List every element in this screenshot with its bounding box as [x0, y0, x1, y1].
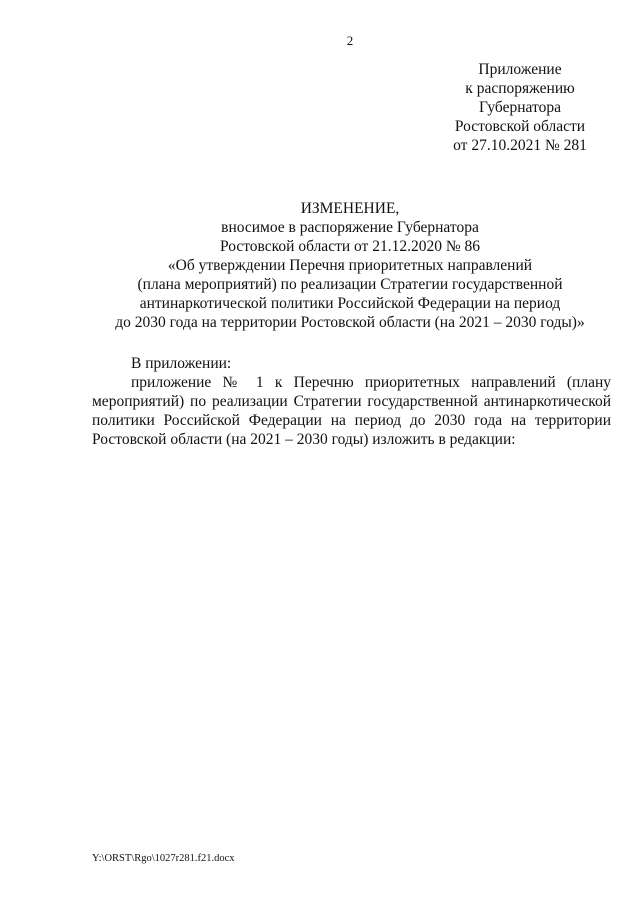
document-title	[60, 199, 640, 332]
footer-file-path: Y:\ORST\Rgo\1027r281.f21.docx	[92, 853, 235, 864]
appendix-line: к распоряжению	[465, 80, 575, 97]
document-body	[92, 354, 611, 449]
appendix-line: Ростовской области	[454, 118, 586, 135]
title-line: (плана мероприятий) по реализации Стратегии государственной	[137, 276, 563, 293]
appendix-line: Приложение	[478, 61, 562, 78]
body-paragraph: В приложении:	[131, 355, 232, 372]
appendix-line: от 27.10.2021 № 281	[453, 137, 587, 154]
appendix-line: Губернатора	[479, 99, 561, 116]
title-line: антинаркотической политики Российской Федерации на период	[139, 295, 561, 312]
title-line: вносимое в распоряжение Губернатора	[221, 219, 479, 236]
page-number: 2	[346, 33, 354, 48]
title-line: Ростовской области от 21.12.2020 № 86	[219, 238, 480, 255]
title-line: до 2030 года на территории Ростовской области (на 2021 – 2030 годы)»	[115, 314, 585, 331]
title-heading: ИЗМЕНЕНИЕ,	[300, 200, 400, 217]
appendix-header	[440, 60, 600, 155]
body-paragraph: приложение № 1 к Перечню приоритетных направлений (плану мероприятий) по реализации Стратегии государственной антинаркотической политики Российской Федерации на период до 2030 года на территории Ростовской области (на 2021 – 2030 годы) изложить в редакции:	[92, 374, 611, 448]
title-line: «Об утверждении Перечня приоритетных направлений	[167, 257, 533, 274]
